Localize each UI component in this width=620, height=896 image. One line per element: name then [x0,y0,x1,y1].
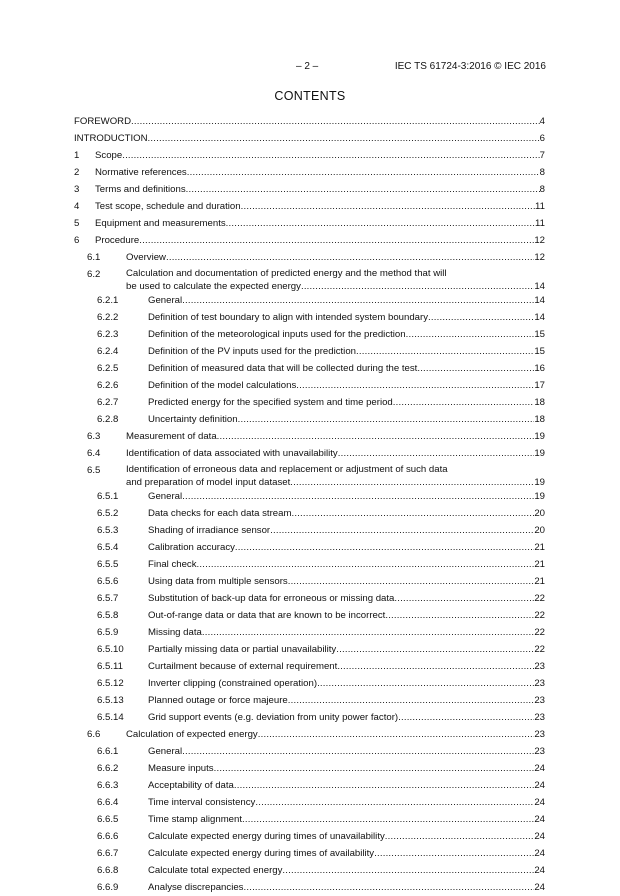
toc-entry[interactable] [74,828,545,845]
toc-entry-number: 6.5.9 [97,627,119,638]
toc-entry-page: 24 [534,848,545,859]
toc-entry-number: 6.6.7 [97,848,119,859]
toc-entry[interactable] [74,198,545,215]
standard-reference: IEC TS 61724-3:2016 © IEC 2016 [394,61,546,72]
dot-leader [417,360,534,377]
toc-entry-number: 5 [74,218,80,229]
dot-leader [385,828,535,845]
toc-entry-title: Identification of data associated with unavailability [126,448,338,459]
dot-leader [258,726,535,743]
toc-entry-page: 4 [539,116,545,127]
dot-leader [428,309,534,326]
toc-entry-page: 18 [534,414,545,425]
toc-entry[interactable] [74,394,545,411]
toc-entry-page: 22 [534,627,545,638]
toc-entry-number: 6.5.8 [97,610,119,621]
toc-entry[interactable] [74,641,545,658]
toc-entry-number: 6.5.1 [97,491,119,502]
toc-entry[interactable] [74,360,545,377]
toc-entry-page: 12 [534,252,545,263]
dot-leader [242,811,534,828]
toc-entry-page: 24 [534,763,545,774]
dot-leader [394,590,534,607]
toc-entry-number: 6.6.1 [97,746,119,757]
dot-leader [182,743,534,760]
toc-entry[interactable] [74,675,545,692]
toc-entry-page: 6 [539,133,545,144]
toc-entry[interactable] [74,692,545,709]
dot-leader [317,675,534,692]
toc-entry[interactable] [74,539,545,556]
toc-entry-title: Equipment and measurements [95,218,226,229]
dot-leader [337,658,534,675]
toc-entry-page: 15 [534,329,545,340]
dot-leader [186,181,540,198]
toc-entry-title: Normative references [95,167,187,178]
toc-entry[interactable] [74,845,545,862]
toc-entry-title: Analyse discrepancies [148,882,244,893]
toc-entry-title: Curtailment because of external requirement [148,661,338,672]
toc-entry-number: 1 [74,150,80,161]
toc-entry[interactable] [74,794,545,811]
toc-entry-page: 11 [535,201,545,212]
toc-entry[interactable] [74,607,545,624]
toc-entry-page: 18 [534,397,545,408]
toc-entry-page: 23 [534,729,545,740]
toc-entry-title: Final check [148,559,197,570]
toc-entry-title: Inverter clipping (constrained operation) [148,678,318,689]
toc-entry-title: Measurement of data [126,431,217,442]
toc-entry[interactable] [74,879,545,896]
toc-entry[interactable] [74,377,545,394]
toc-entry-number: 6.6.9 [97,882,119,893]
toc-entry[interactable] [74,215,545,232]
toc-entry-page: 19 [534,448,545,459]
toc-entry-title: Grid support events (e.g. deviation from unity power factor) [148,712,399,723]
toc-entry-number: 6.6.2 [97,763,119,774]
toc-entry-number: 6.5.10 [97,644,124,655]
dot-leader [282,862,534,879]
toc-entry-title: and preparation of model input dataset [126,477,291,488]
toc-entry[interactable] [74,249,545,266]
toc-entry-page: 24 [534,814,545,825]
dot-leader [197,556,535,573]
toc-entry-title: Calculate expected energy during times of availability [148,848,375,859]
toc-entry-page: 24 [534,882,545,893]
toc-entry[interactable] [74,556,545,573]
toc-entry-page: 19 [534,491,545,502]
table-of-contents [74,113,545,896]
toc-entry[interactable] [74,309,545,326]
toc-entry-number: 6.5.4 [97,542,119,553]
toc-entry-number: 3 [74,184,80,195]
toc-entry-title: Definition of the PV inputs used for the prediction [148,346,356,357]
toc-entry[interactable] [74,343,545,360]
toc-entry[interactable] [74,658,545,675]
toc-entry-title: Data checks for each data stream [148,508,292,519]
dot-leader [374,845,534,862]
dot-leader [131,113,540,130]
toc-entry-number: 6 [74,235,80,246]
toc-entry-title: Using data from multiple sensors [148,576,288,587]
toc-entry-title: FOREWORD [74,116,132,127]
toc-entry-title: Uncertainty definition [148,414,238,425]
toc-entry-number: 2 [74,167,80,178]
toc-entry-page: 24 [534,865,545,876]
toc-entry[interactable] [74,130,545,147]
toc-entry-title: Time stamp alignment [148,814,243,825]
toc-entry-number: 6.6.8 [97,865,119,876]
toc-entry-page: 21 [534,542,545,553]
toc-entry-title: Calculate expected energy during times of unavailability [148,831,385,842]
toc-entry-title: Acceptability of data [148,780,234,791]
toc-entry-number: 6.6 [87,729,101,740]
toc-entry-number: 4 [74,201,80,212]
toc-entry-page: 23 [534,661,545,672]
toc-entry[interactable] [74,292,545,309]
toc-entry[interactable] [74,726,545,743]
toc-entry[interactable] [74,113,545,130]
toc-entry[interactable] [74,624,545,641]
dot-leader [338,445,535,462]
toc-entry[interactable] [74,147,545,164]
toc-entry-title: Predicted energy for the specified system and time period [148,397,393,408]
toc-entry-number: 6.5.2 [97,508,119,519]
toc-entry[interactable] [74,428,545,445]
toc-entry-number: 6.6.4 [97,797,119,808]
toc-entry-title: Planned outage or force majeure [148,695,288,706]
toc-entry-page: 8 [539,167,545,178]
toc-entry-number: 6.5.11 [97,661,123,672]
toc-entry-page: 8 [539,184,545,195]
toc-entry-number: 6.2.4 [97,346,119,357]
dot-leader [385,607,534,624]
toc-entry-number: 6.2.2 [97,312,119,323]
toc-entry-page: 24 [534,831,545,842]
dot-leader [336,641,534,658]
dot-leader [288,692,535,709]
toc-entry-page: 15 [534,346,545,357]
toc-entry-number: 6.2 [87,269,101,280]
dot-leader [187,164,540,181]
toc-entry-page: 14 [534,312,545,323]
dot-leader [226,215,535,232]
dot-leader [406,326,535,343]
toc-entry-page: 23 [534,695,545,706]
dot-leader [122,147,539,164]
dot-leader [182,488,534,505]
toc-entry-number: 6.6.6 [97,831,119,842]
dot-leader [148,130,540,147]
toc-entry-title: General [148,295,183,306]
toc-entry-number: 6.6.5 [97,814,119,825]
toc-entry-title: Definition of test boundary to align with intended system boundary [148,312,428,323]
toc-entry-page: 12 [534,235,545,246]
toc-entry[interactable] [74,232,545,249]
toc-entry-page: 7 [539,150,545,161]
toc-entry[interactable] [74,811,545,828]
toc-entry-number: 6.6.3 [97,780,119,791]
toc-entry-title: Scope [95,150,123,161]
toc-entry-page: 20 [534,525,545,536]
toc-entry[interactable] [74,488,545,505]
toc-entry[interactable] [74,181,545,198]
toc-entry-page: 14 [534,281,545,292]
toc-entry[interactable] [74,573,545,590]
toc-entry-page: 19 [534,431,545,442]
toc-entry[interactable] [74,709,545,726]
toc-entry-page: 16 [534,363,545,374]
toc-entry-title: Out-of-range data or data that are known to be incorrect [148,610,386,621]
toc-entry[interactable] [74,445,545,462]
toc-entry-number: 6.2.3 [97,329,119,340]
toc-entry-number: 6.2.5 [97,363,119,374]
toc-entry-title: Shading of irradiance sensor [148,525,271,536]
toc-entry-page: 14 [534,295,545,306]
dot-leader [238,411,535,428]
toc-entry-title: Terms and definitions [95,184,186,195]
toc-entry-title: Identification of erroneous data and replacement or adjustment of such data [126,464,448,475]
toc-entry-number: 6.5.13 [97,695,124,706]
toc-entry[interactable] [74,164,545,181]
toc-entry-title: Test scope, schedule and duration [95,201,241,212]
toc-entry-number: 6.1 [87,252,101,263]
dot-leader [356,343,534,360]
toc-entry-title: General [148,746,183,757]
dot-leader [243,879,534,896]
toc-entry-title: Partially missing data or partial unavailability [148,644,337,655]
toc-entry-number: 6.2.6 [97,380,119,391]
toc-entry-title: Calculation of expected energy [126,729,258,740]
toc-entry-title: Procedure [95,235,140,246]
toc-entry-number: 6.5.12 [97,678,124,689]
toc-entry[interactable] [74,760,545,777]
toc-entry-title: Substitution of back-up data for erroneous or missing data [148,593,395,604]
toc-entry-page: 23 [534,678,545,689]
toc-entry-page: 20 [534,508,545,519]
toc-entry-page: 21 [534,559,545,570]
page-header [0,61,620,75]
toc-entry-title: Calibration accuracy [148,542,235,553]
toc-entry-title: Definition of the meteorological inputs used for the prediction [148,329,406,340]
page-title: CONTENTS [274,89,346,103]
toc-entry-title: Calculation and documentation of predicted energy and the method that will [126,268,447,279]
dot-leader [288,573,535,590]
dot-leader [393,394,535,411]
toc-entry[interactable] [74,777,545,794]
dot-leader [296,377,534,394]
toc-entry-title: Time interval consistency [148,797,256,808]
toc-entry-number: 6.5.6 [97,576,119,587]
toc-entry-page: 19 [534,477,545,488]
dot-leader [255,794,534,811]
toc-entry[interactable] [74,862,545,879]
toc-entry-page: 21 [534,576,545,587]
dot-leader [291,505,534,522]
toc-entry-title: General [148,491,183,502]
dot-leader [241,198,535,215]
toc-entry[interactable] [74,743,545,760]
dot-leader [139,232,534,249]
dot-leader [398,709,534,726]
toc-entry-title: Measure inputs [148,763,214,774]
toc-entry-number: 6.5.7 [97,593,119,604]
toc-entry-number: 6.2.7 [97,397,119,408]
toc-entry-title: Definition of measured data that will be collected during the test [148,363,418,374]
toc-entry-title: Overview [126,252,166,263]
toc-entry-page: 22 [534,593,545,604]
toc-entry-title: Calculate total expected energy [148,865,283,876]
toc-entry-page: 23 [534,712,545,723]
dot-leader [235,539,534,556]
toc-entry[interactable] [74,462,545,488]
toc-entry[interactable] [74,326,545,343]
toc-entry[interactable] [74,505,545,522]
toc-entry-page: 17 [534,380,545,391]
dot-leader [166,249,534,266]
toc-entry-page: 22 [534,610,545,621]
toc-entry-number: 6.5.5 [97,559,119,570]
toc-entry-number: 6.2.8 [97,414,119,425]
toc-entry-page: 24 [534,780,545,791]
toc-entry-title: be used to calculate the expected energy [126,281,301,292]
toc-entry[interactable] [74,266,545,292]
toc-entry-page: 24 [534,797,545,808]
toc-entry-page: 22 [534,644,545,655]
toc-entry-number: 6.3 [87,431,101,442]
toc-entry-page: 11 [535,218,545,229]
page-number: – 2 – [296,61,319,72]
dot-leader [234,777,534,794]
dot-leader [270,522,534,539]
dot-leader [202,624,534,641]
toc-entry-number: 6.5.14 [97,712,124,723]
dot-leader [214,760,535,777]
toc-entry-number: 6.5.3 [97,525,119,536]
toc-entry-number: 6.2.1 [97,295,119,306]
toc-entry[interactable] [74,522,545,539]
dot-leader [217,428,535,445]
toc-entry-number: 6.5 [87,465,101,476]
dot-leader [182,292,534,309]
toc-entry-title: INTRODUCTION [74,133,148,144]
toc-entry[interactable] [74,411,545,428]
toc-entry-title: Missing data [148,627,202,638]
toc-entry-number: 6.4 [87,448,101,459]
toc-entry-page: 23 [534,746,545,757]
toc-entry-title: Definition of the model calculations [148,380,297,391]
toc-entry[interactable] [74,590,545,607]
